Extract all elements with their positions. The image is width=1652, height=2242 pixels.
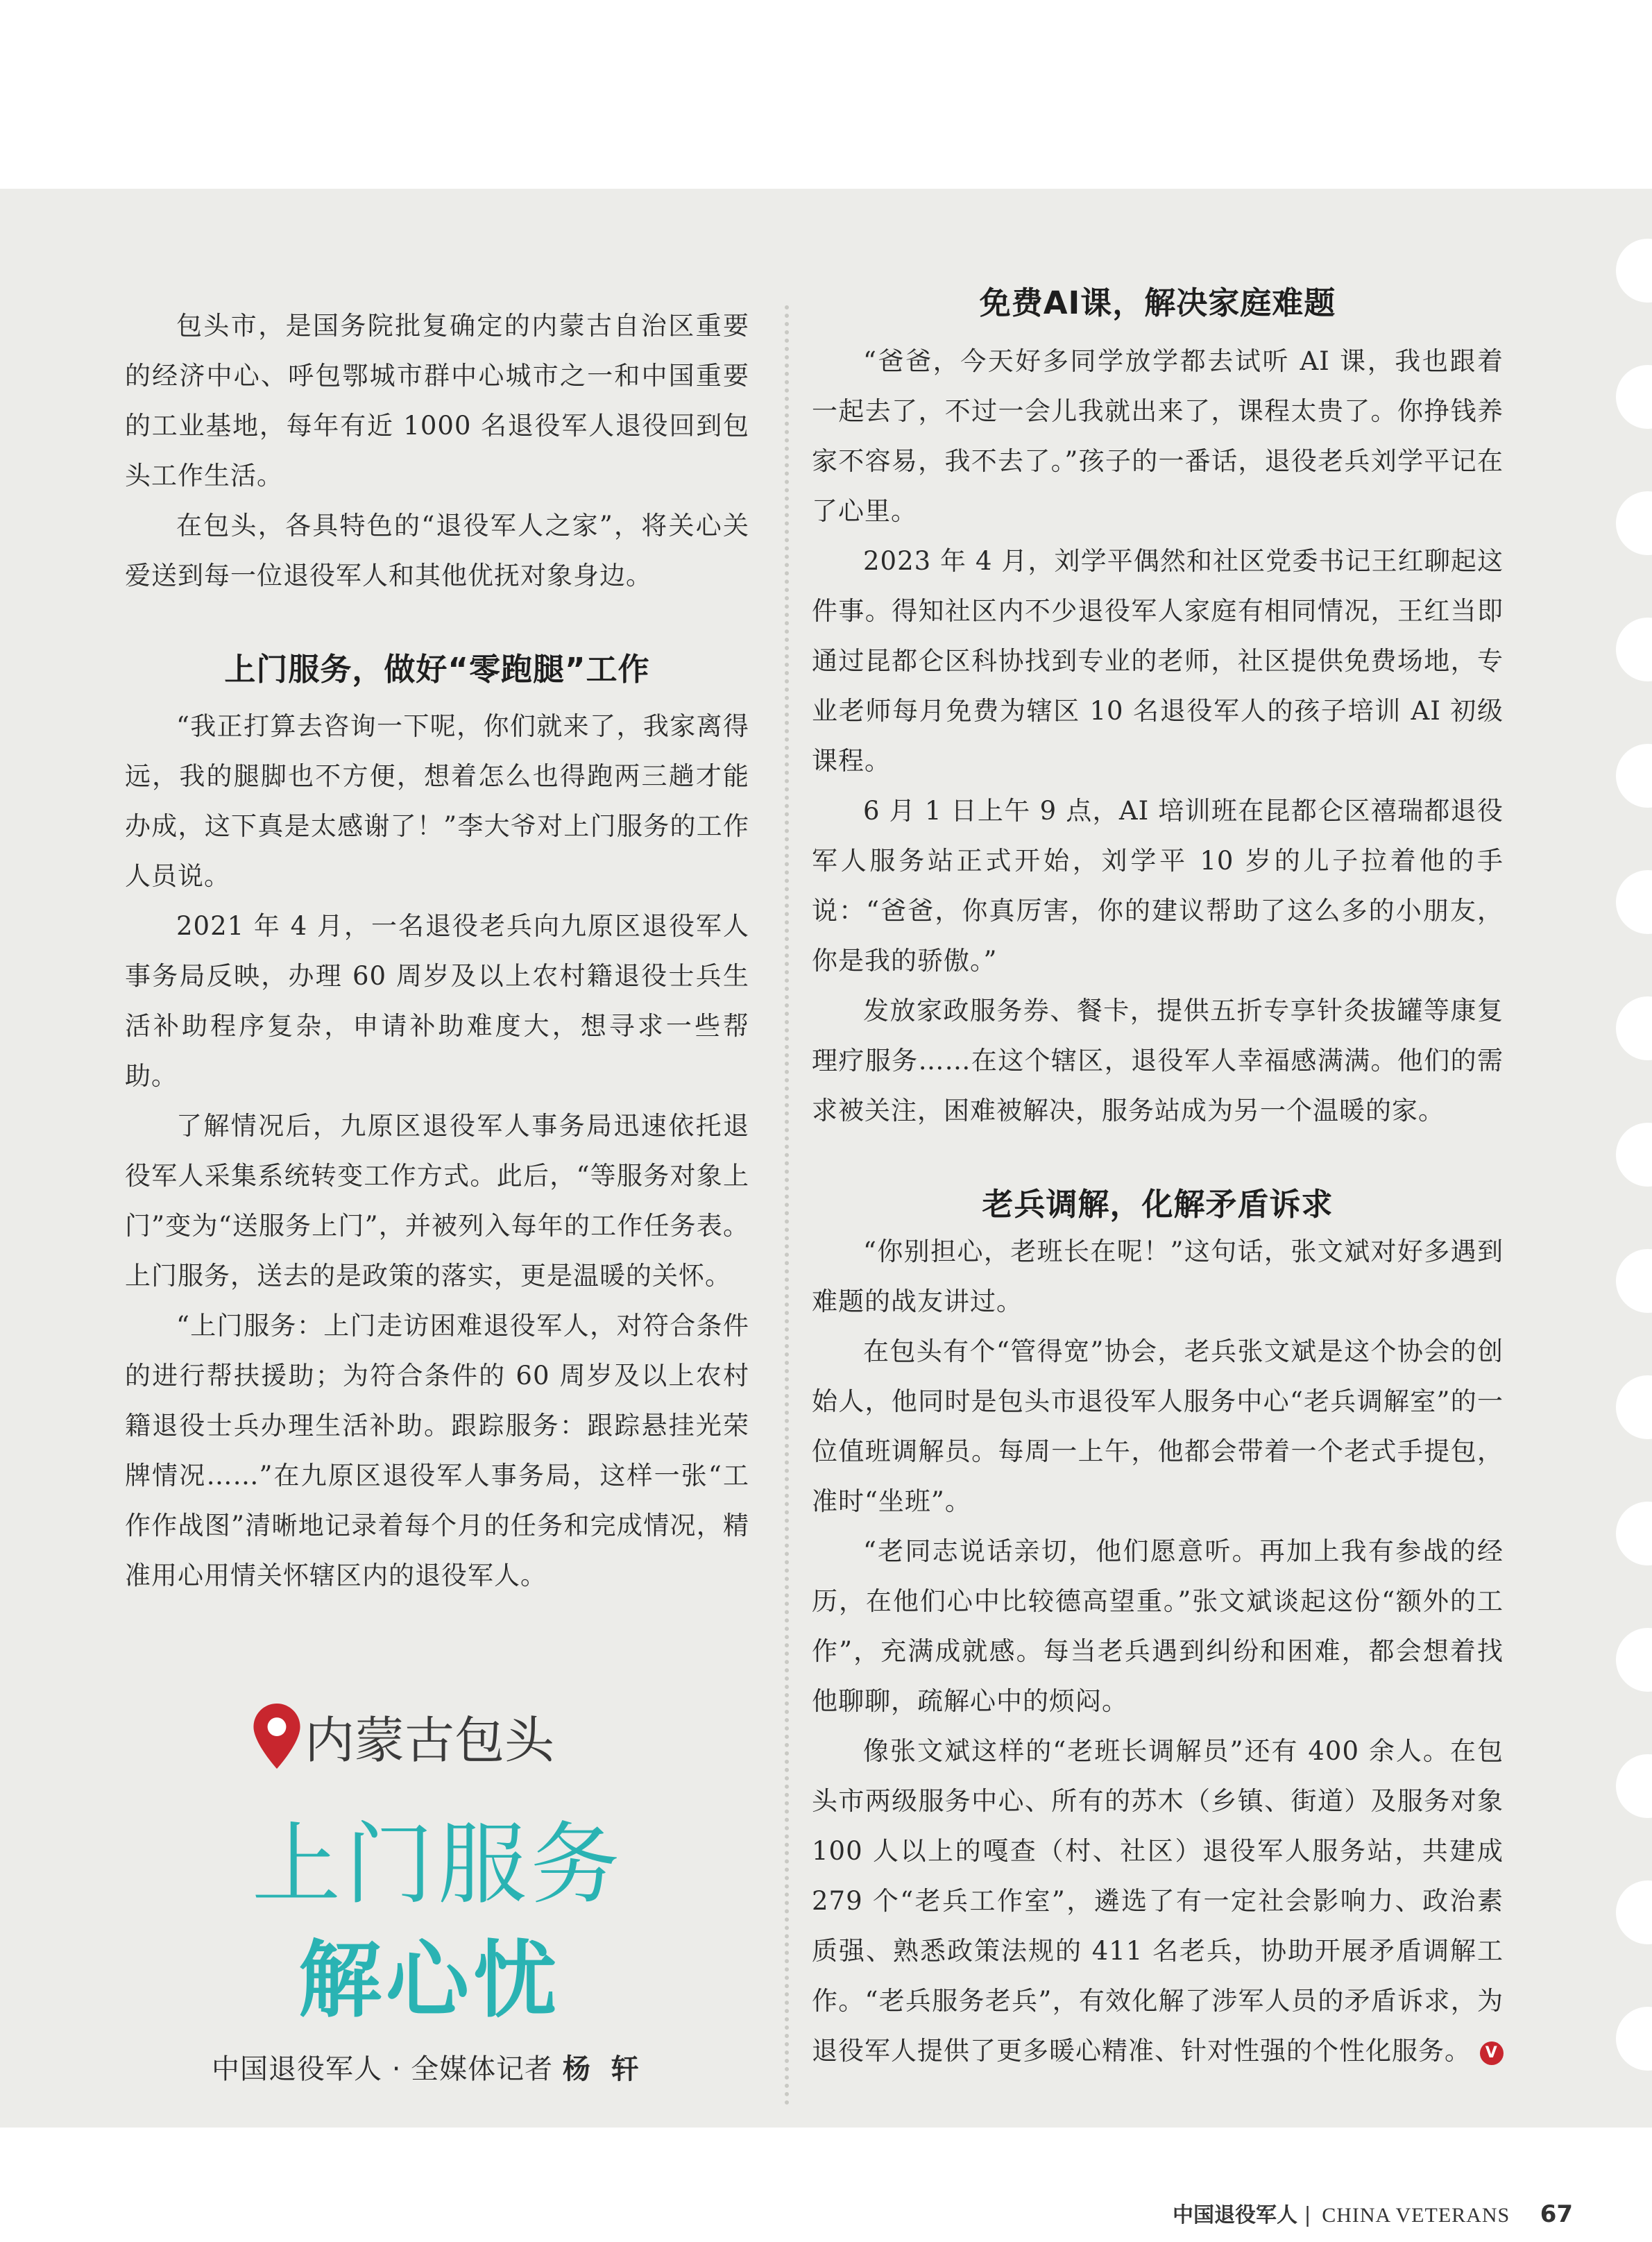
byline-author: 杨 轩 — [562, 2053, 645, 2085]
binding-hole — [1616, 1502, 1652, 1565]
location-text: 内蒙古包头 — [305, 1711, 555, 1769]
location-pin-icon — [253, 1704, 300, 1769]
body-paragraph — [812, 1726, 1504, 2076]
body-paragraph: 在包头有个“管得宽”协会，老兵张文斌是这个协会的创始人，他同时是包头市退役军人服务中心“老兵调解室”的一位值班调解员。每周一上午，他都会带着一个老式手提包，准时“坐班”。 — [812, 1336, 1504, 1516]
body-paragraph: 2021 年 4 月，一名退役老兵向九原区退役军人事务局反映，办理 60 周岁及以上农村籍退役士兵生活补助程序复杂，申请补助难度大，想寻求一些帮助。 — [125, 911, 749, 1091]
binding-hole — [1616, 1880, 1652, 1944]
right-column — [812, 278, 1504, 2076]
body-paragraph: “我正打算去咨询一下呢，你们就来了，我家离得远，我的腿脚也不方便，想着怎么也得跑两三趟才能办成，这下真是太感谢了！”李大爷对上门服务的工作人员说。 — [125, 711, 749, 891]
body-paragraph: “爸爸，今天好多同学放学都去试听 AI 课，我也跟着一起去了，不过一会儿我就出来了，课程太贵了。你挣钱养家不容易，我不去了。”孩子的一番话，退役老兵刘学平记在了心里。 — [812, 346, 1504, 526]
binding-hole — [1616, 2007, 1652, 2071]
left-column — [125, 301, 749, 1601]
section-heading: 免费AI课，解决家庭难题 — [979, 285, 1336, 321]
intro-paragraph: 在包头，各具特色的“退役军人之家”，将关心关爱送到每一位退役军人和其他优抚对象身边。 — [125, 511, 749, 591]
body-paragraph: 了解情况后，九原区退役军人事务局迅速依托退役军人采集系统转变工作方式。此后，“等服务对象上门”变为“送服务上门”，并被列入每年的工作任务表。上门服务，送去的是政策的落实，更是温暖的关怀。 — [125, 1111, 749, 1291]
binding-hole — [1616, 239, 1652, 303]
binding-hole — [1616, 1123, 1652, 1187]
binding-hole — [1616, 744, 1652, 808]
binding-hole — [1616, 870, 1652, 934]
binding-hole — [1616, 1249, 1652, 1313]
body-paragraph: 发放家政服务券、餐卡，提供五折专享针灸拔罐等康复理疗服务……在这个辖区，退役军人幸福感满满。他们的需求被关注，困难被解决，服务站成为另一个温暖的家。 — [812, 996, 1504, 1126]
body-paragraph: 2023 年 4 月，刘学平偶然和社区党委书记王红聊起这件事。得知社区内不少退役军人家庭有相同情况，王红当即通过昆都仑区科协找到专业的老师，社区提供免费场地，专业老师每月免费为辖区 10 名退役军人的孩子培训 AI 初级课程。 — [812, 546, 1504, 776]
byline — [128, 2047, 683, 2087]
footer-separator: | — [1304, 2203, 1311, 2227]
body-paragraph: “上门服务：上门走访困难退役军人，对符合条件的进行帮扶援助；为符合条件的 60 周岁及以上农村籍退役士兵办理生活补助。跟踪服务：跟踪悬挂光荣牌情况……”在九原区退役军人事务局，这样一张“工作作战图”清晰地记录着每个月的任务和完成情况，精准用心用情关怀辖区内的退役军人。 — [125, 1311, 749, 1590]
body-paragraph: 6 月 1 日上午 9 点，AI 培训班在昆都仑区禧瑞都退役军人服务站正式开始，刘学平 10 岁的儿子拉着他的手说：“爸爸，你真厉害，你的建议帮助了这么多的小朋友，你是我的骄傲。” — [812, 796, 1504, 976]
binding-hole — [1616, 1375, 1652, 1439]
section-heading: 老兵调解，化解矛盾诉求 — [982, 1186, 1334, 1223]
magazine-name-cn: 中国退役军人 — [1173, 2203, 1297, 2227]
location-label — [128, 1700, 683, 1772]
headline-line1: 上门服务 — [252, 1813, 624, 1917]
binding-hole — [1616, 1754, 1652, 1818]
page-footer — [1173, 2198, 1573, 2228]
magazine-name-en: CHINA VETERANS — [1322, 2204, 1510, 2227]
column-divider — [785, 305, 789, 2106]
article-title-block — [128, 1700, 683, 2087]
section-heading: 上门服务，做好“零跑腿”工作 — [224, 651, 650, 688]
end-mark-icon: V — [1480, 2041, 1504, 2065]
binding-hole — [1616, 1628, 1652, 1692]
closing-text: 像张文斌这样的“老班长调解员”还有 400 余人。在包头市两级服务中心、所有的苏木（乡镇、街道）及服务对象 100 人以上的嘎查（村、社区）退役军人服务站，共建成 279 个“老兵工作室”，遴选了有一定社会影响力、政治素质强、熟悉政策法规的 411 名老兵，协助开展矛盾调解工作。“老兵服务老兵”，有效化解了涉军人员的矛盾诉求，为退役军人提供了更多暖心精准、针对性强的个性化服务。 — [812, 1736, 1504, 2066]
byline-prefix: 中国退役军人 · 全媒体记者 — [212, 2053, 554, 2085]
headline-line2: 解心忧 — [298, 1933, 561, 2029]
body-paragraph: “你别担心，老班长在呢！”这句话，张文斌对好多遇到难题的战友讲过。 — [812, 1237, 1504, 1316]
binding-hole — [1616, 365, 1652, 429]
page-number: 67 — [1540, 2200, 1574, 2228]
binding-hole — [1616, 618, 1652, 681]
intro-paragraph: 包头市，是国务院批复确定的内蒙古自治区重要的经济中心、呼包鄂城市群中心城市之一和中国重要的工业基地，每年有近 1000 名退役军人退役回到包头工作生活。 — [125, 311, 749, 491]
body-paragraph: “老同志说话亲切，他们愿意听。再加上我有参战的经历，在他们心中比较德高望重。”张文斌谈起这份“额外的工作”，充满成就感。每当老兵遇到纠纷和困难，都会想着找他聊聊，疏解心中的烦闷。 — [812, 1536, 1504, 1716]
binding-hole — [1616, 491, 1652, 555]
binding-hole — [1616, 996, 1652, 1060]
